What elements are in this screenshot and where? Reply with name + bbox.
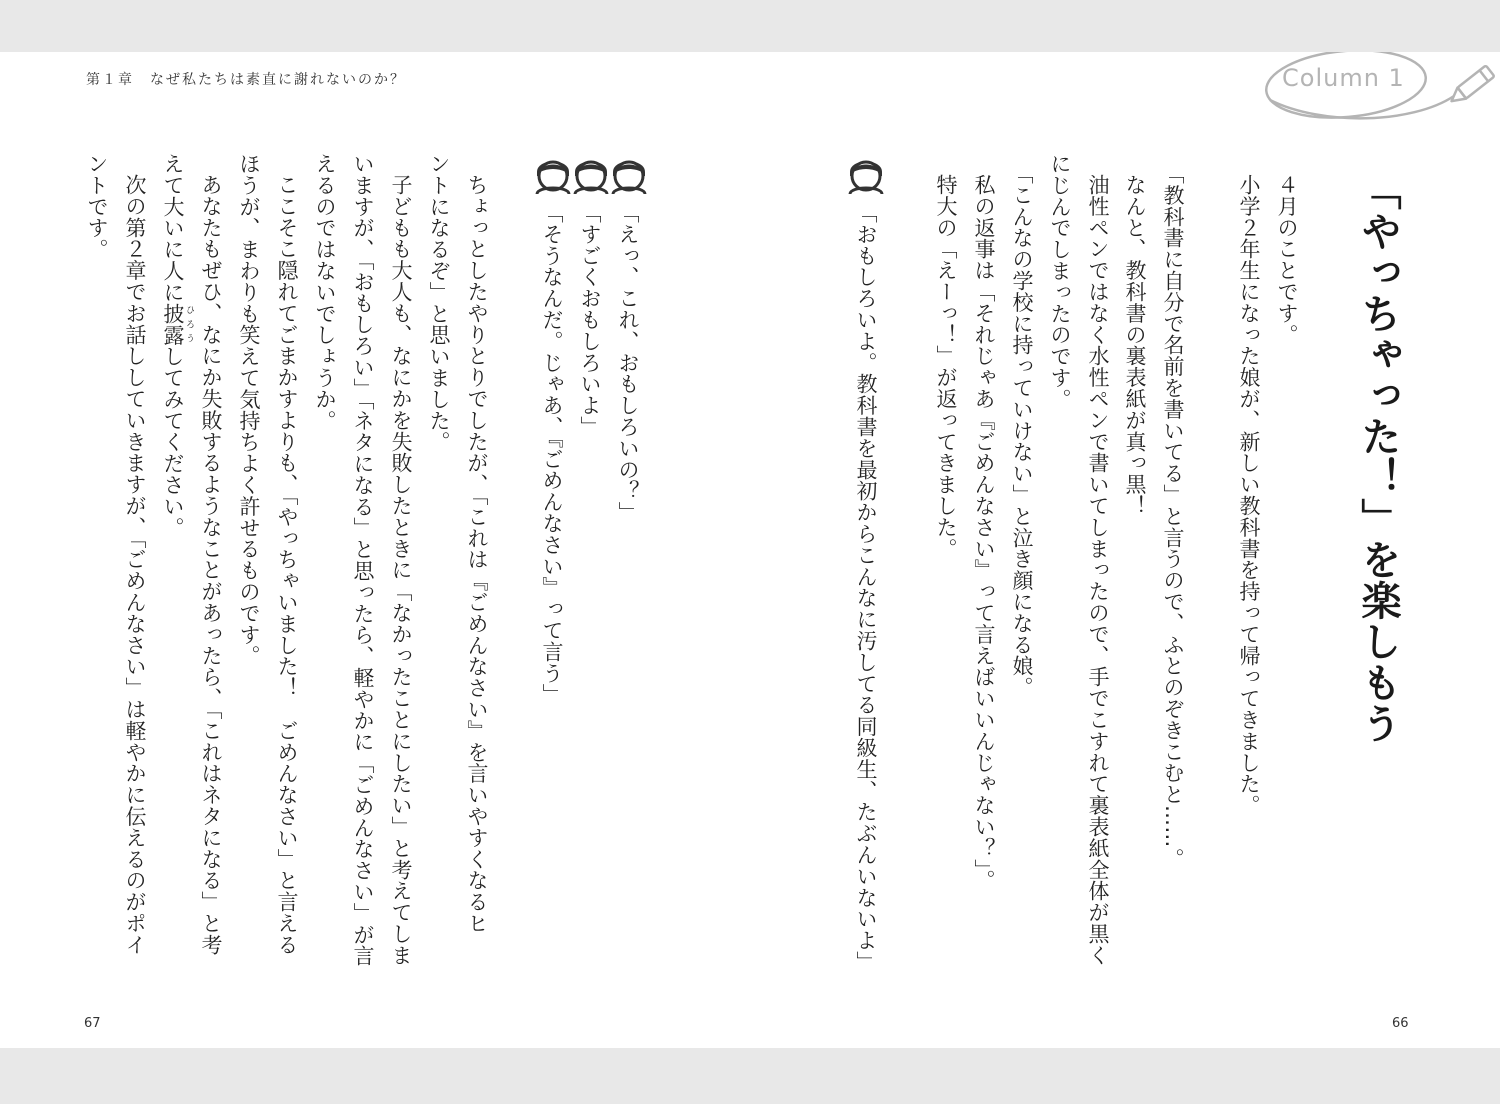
column-title: 「やっちゃった！」を楽しもう [1355, 170, 1401, 744]
right-line-8: 私の返事は「それじゃあ『ごめんなさい』って言えばいいんじゃない？」。 [972, 174, 996, 892]
left-line-1: ちょっとしたやりとりでしたが、「これは『ごめんなさい』を言いやすくなるヒ [465, 174, 489, 934]
right-line-3: 「教科書に自分で名前を書いてる」と言うので、ふとのぞきこむと……。 [1161, 163, 1185, 870]
right-line-10: 「おもしろいよ。教科書を最初からこんなに汚してる同級生、たぶんいないよ」 [854, 202, 878, 973]
dialog-line-1: 「えっ、これ、おもしろいの？」 [616, 202, 640, 523]
person-icon [610, 152, 648, 194]
person-icon [534, 152, 572, 194]
left-line-9-ruby: えて大いに人に披露 ひろうしてみてください。 [161, 153, 194, 539]
ruby-word: 披露 ひろう [161, 302, 194, 346]
left-line-11: ントです。 [85, 153, 109, 260]
column-badge: Column 1 [1282, 64, 1405, 92]
right-line-9: 特大の「えーっ！」が返ってきました。 [934, 174, 958, 560]
left-line-10: 次の第２章でお話ししていきますが、「ごめんなさい」は軽やかに伝えるのがポイ [123, 174, 147, 956]
person-icon [847, 152, 885, 194]
dialog-line-2: 「すごくおもしろいよ」 [578, 202, 602, 438]
page-number-right: 66 [1392, 1016, 1409, 1031]
left-line-5: えるのではないでしょうか。 [313, 153, 337, 432]
left-line-3: 子どもも大人も、なにかを失敗したときに「なかったことにしたい」と考えてしま [389, 174, 413, 966]
right-line-4: なんと、教科書の裏表紙が真っ黒！ [1123, 174, 1147, 517]
right-line-6: にじんでしまったのです。 [1048, 153, 1072, 410]
page-number-left: 67 [84, 1016, 101, 1031]
left-line-4: いますが、「おもしろい」「ネタになる」と思ったら、軽やかに「ごめんなさい」が言 [351, 153, 375, 967]
left-line-2: ントになるぞ」と思いました。 [427, 153, 451, 453]
right-line-2: 小学２年生になった娘が、新しい教科書を持って帰ってきました。 [1237, 174, 1261, 816]
right-line-7: 「こんなの学校に持っていけない」と泣き顔になる娘。 [1010, 163, 1034, 698]
running-head: 第１章 なぜ私たちは素直に謝れないのか？ [86, 72, 406, 88]
person-icon [572, 152, 610, 194]
right-line-1: ４月のことです。 [1275, 174, 1299, 346]
left-line-7: ほうが、まわりも笑えて気持ちよく許せるものです。 [237, 153, 261, 667]
right-line-5: 油性ペンではなく水性ペンで書いてしまったので、手でこすれて裏表紙全体が黒く [1086, 174, 1110, 966]
dialog-line-3: 「そうなんだ。じゃあ、『ごめんなさい』って言う」 [540, 202, 564, 706]
left-line-6: ここそこ隠れてごまかすよりも、「やっちゃいました！ ごめんなさい」と言える [275, 174, 299, 956]
book-spread [0, 52, 1500, 1048]
left-line-8: あなたもぜひ、なにか失敗するようなことがあったら、「これはネタになる」と考 [199, 174, 223, 956]
